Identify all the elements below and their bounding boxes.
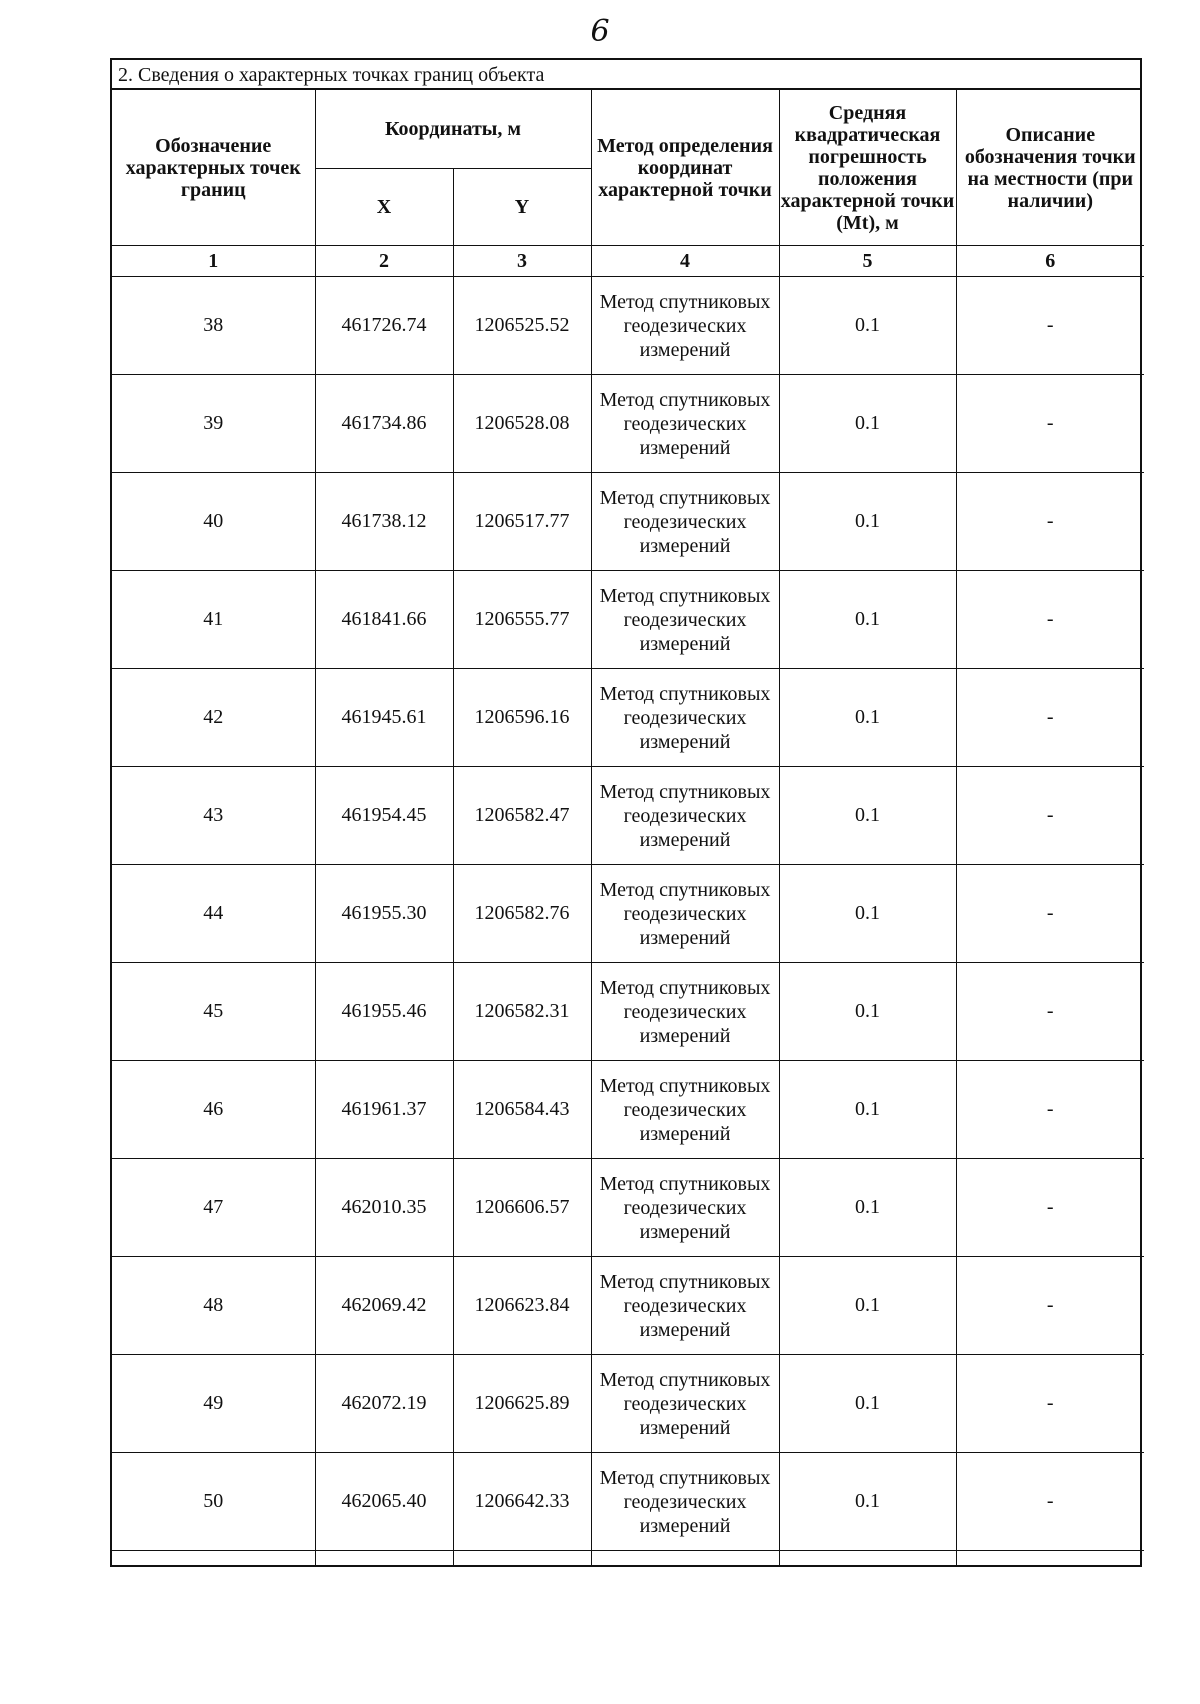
description-cell: - xyxy=(956,1159,1144,1257)
coord-y: 1206625.89 xyxy=(453,1355,591,1453)
method-cell: Метод спутниковых геодезических измерений xyxy=(591,1453,779,1551)
description-cell: - xyxy=(956,1355,1144,1453)
method-cell: Метод спутниковых геодезических измерений xyxy=(591,767,779,865)
mt-value: 0.1 xyxy=(779,865,956,963)
coord-x: 462065.40 xyxy=(315,1453,453,1551)
coord-y: 1206528.08 xyxy=(453,375,591,473)
method-cell: Метод спутниковых геодезических измерений xyxy=(591,1061,779,1159)
boundary-points-table-block xyxy=(110,58,1142,1567)
mt-value: 0.1 xyxy=(779,767,956,865)
mt-value: 0.1 xyxy=(779,1257,956,1355)
mt-value: 0.1 xyxy=(779,669,956,767)
description-cell: - xyxy=(956,277,1144,375)
column-number: 5 xyxy=(779,246,956,277)
header-designation: Обозначение характерных точек границ xyxy=(112,90,315,246)
header-x: X xyxy=(315,169,453,246)
table-row xyxy=(112,1061,1144,1159)
table-row xyxy=(112,277,1144,375)
coord-x: 462069.42 xyxy=(315,1257,453,1355)
description-cell: - xyxy=(956,1061,1144,1159)
coord-x: 461945.61 xyxy=(315,669,453,767)
table-row xyxy=(112,767,1144,865)
point-number: 46 xyxy=(112,1061,315,1159)
table-row xyxy=(112,1453,1144,1551)
coord-x: 462072.19 xyxy=(315,1355,453,1453)
table-footer-row xyxy=(112,1551,1144,1566)
coord-x: 461961.37 xyxy=(315,1061,453,1159)
footer-cell xyxy=(112,1551,315,1566)
point-number: 42 xyxy=(112,669,315,767)
point-number: 50 xyxy=(112,1453,315,1551)
coord-y: 1206517.77 xyxy=(453,473,591,571)
coord-x: 461738.12 xyxy=(315,473,453,571)
method-cell: Метод спутниковых геодезических измерений xyxy=(591,277,779,375)
table-row xyxy=(112,1355,1144,1453)
point-number: 43 xyxy=(112,767,315,865)
table-row xyxy=(112,1159,1144,1257)
header-description: Описание обозначения точки на местности (при наличии) xyxy=(956,90,1144,246)
mt-value: 0.1 xyxy=(779,277,956,375)
coord-x: 461726.74 xyxy=(315,277,453,375)
table-row xyxy=(112,865,1144,963)
method-cell: Метод спутниковых геодезических измерений xyxy=(591,669,779,767)
description-cell: - xyxy=(956,1453,1144,1551)
header-y: Y xyxy=(453,169,591,246)
coord-x: 462010.35 xyxy=(315,1159,453,1257)
point-number: 44 xyxy=(112,865,315,963)
mt-value: 0.1 xyxy=(779,1159,956,1257)
description-cell: - xyxy=(956,375,1144,473)
coord-x: 461955.30 xyxy=(315,865,453,963)
mt-value: 0.1 xyxy=(779,963,956,1061)
point-number: 38 xyxy=(112,277,315,375)
coord-y: 1206555.77 xyxy=(453,571,591,669)
coord-x: 461734.86 xyxy=(315,375,453,473)
footer-cell xyxy=(453,1551,591,1566)
coord-y: 1206623.84 xyxy=(453,1257,591,1355)
column-number: 4 xyxy=(591,246,779,277)
coord-x: 461841.66 xyxy=(315,571,453,669)
point-number: 40 xyxy=(112,473,315,571)
header-method: Метод определения координат характерной точки xyxy=(591,90,779,246)
table-row xyxy=(112,963,1144,1061)
table-row xyxy=(112,1257,1144,1355)
description-cell: - xyxy=(956,865,1144,963)
method-cell: Метод спутниковых геодезических измерений xyxy=(591,571,779,669)
method-cell: Метод спутниковых геодезических измерений xyxy=(591,865,779,963)
table-row xyxy=(112,669,1144,767)
footer-cell xyxy=(779,1551,956,1566)
mt-value: 0.1 xyxy=(779,1453,956,1551)
point-number: 48 xyxy=(112,1257,315,1355)
method-cell: Метод спутниковых геодезических измерений xyxy=(591,1355,779,1453)
column-number: 1 xyxy=(112,246,315,277)
column-number: 3 xyxy=(453,246,591,277)
header-error: Средняя квадратическая погрешность положения характерной точки (Mt), м xyxy=(779,90,956,246)
description-cell: - xyxy=(956,767,1144,865)
method-cell: Метод спутниковых геодезических измерений xyxy=(591,1257,779,1355)
point-number: 45 xyxy=(112,963,315,1061)
description-cell: - xyxy=(956,669,1144,767)
section-title: 2. Сведения о характерных точках границ объекта xyxy=(112,60,1140,90)
point-number: 49 xyxy=(112,1355,315,1453)
footer-cell xyxy=(591,1551,779,1566)
coord-y: 1206582.31 xyxy=(453,963,591,1061)
method-cell: Метод спутниковых геодезических измерений xyxy=(591,375,779,473)
table-row xyxy=(112,375,1144,473)
coord-y: 1206642.33 xyxy=(453,1453,591,1551)
header-coordinates: Координаты, м xyxy=(315,90,591,169)
description-cell: - xyxy=(956,963,1144,1061)
table-row xyxy=(112,571,1144,669)
column-number: 2 xyxy=(315,246,453,277)
table-row xyxy=(112,473,1144,571)
mt-value: 0.1 xyxy=(779,375,956,473)
mt-value: 0.1 xyxy=(779,1061,956,1159)
column-number: 6 xyxy=(956,246,1144,277)
coord-y: 1206596.16 xyxy=(453,669,591,767)
point-number: 41 xyxy=(112,571,315,669)
point-number: 39 xyxy=(112,375,315,473)
coord-y: 1206525.52 xyxy=(453,277,591,375)
footer-cell xyxy=(956,1551,1144,1566)
method-cell: Метод спутниковых геодезических измерений xyxy=(591,963,779,1061)
coord-y: 1206582.76 xyxy=(453,865,591,963)
page-number: 6 xyxy=(590,14,610,49)
coord-y: 1206584.43 xyxy=(453,1061,591,1159)
mt-value: 0.1 xyxy=(779,571,956,669)
description-cell: - xyxy=(956,571,1144,669)
boundary-points-table xyxy=(112,90,1144,1565)
coord-x: 461954.45 xyxy=(315,767,453,865)
mt-value: 0.1 xyxy=(779,1355,956,1453)
coord-y: 1206582.47 xyxy=(453,767,591,865)
coord-x: 461955.46 xyxy=(315,963,453,1061)
method-cell: Метод спутниковых геодезических измерений xyxy=(591,1159,779,1257)
footer-cell xyxy=(315,1551,453,1566)
description-cell: - xyxy=(956,1257,1144,1355)
method-cell: Метод спутниковых геодезических измерений xyxy=(591,473,779,571)
description-cell: - xyxy=(956,473,1144,571)
coord-y: 1206606.57 xyxy=(453,1159,591,1257)
mt-value: 0.1 xyxy=(779,473,956,571)
point-number: 47 xyxy=(112,1159,315,1257)
